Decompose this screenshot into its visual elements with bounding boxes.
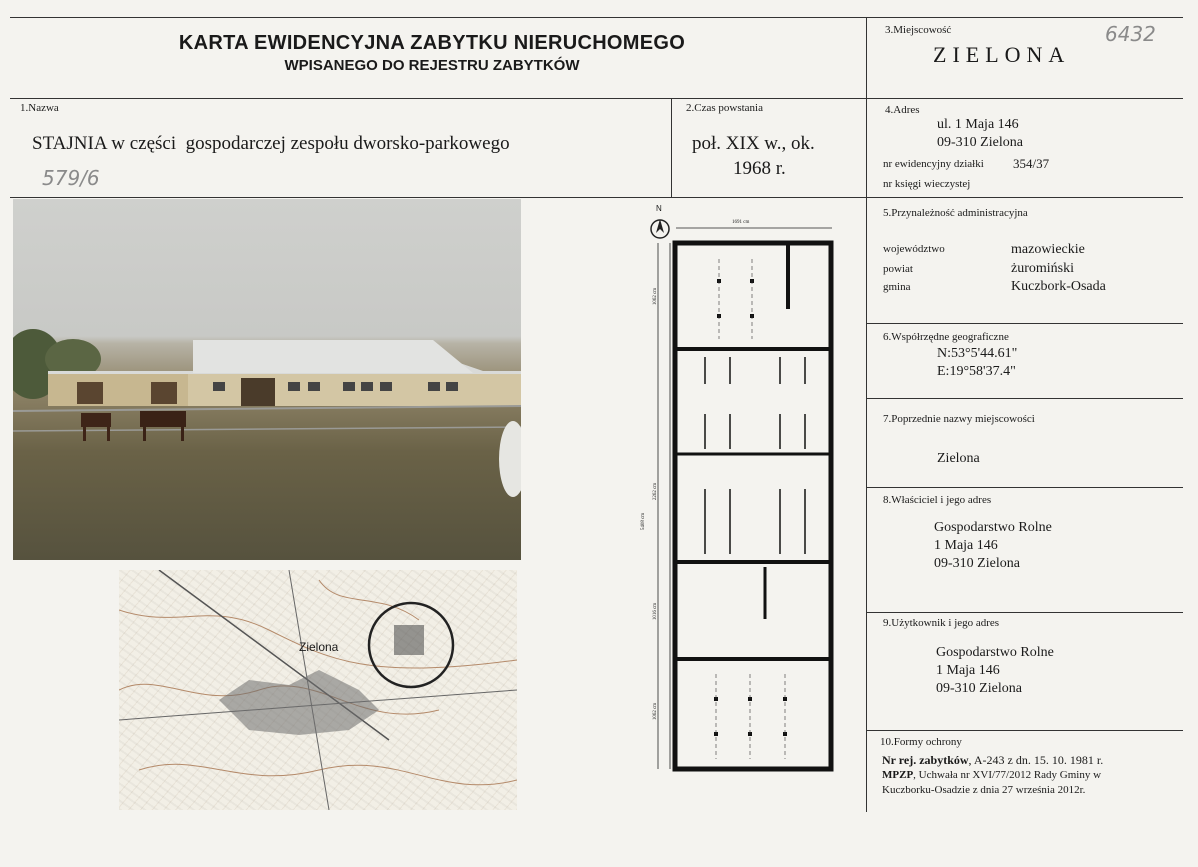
parcel-value: 354/37 [1013,156,1050,171]
address-postal: 09-310 Zielona [937,135,1023,150]
plan-dim-2: 2262 cm [653,482,659,501]
s10-label: 10.Formy ochrony [880,736,962,748]
floor-plan-drawing [640,199,860,789]
s1-label: 1.Nazwa [20,102,59,114]
address-street: ul. 1 Maja 146 [937,117,1019,132]
topographic-map [119,570,517,810]
protection-line1 [882,753,1103,768]
corner-pencil-note: 6432 [1105,22,1156,46]
protection-line2 [882,769,1101,781]
user-line2: 1 Maja 146 [936,663,1000,678]
parcel-label: nr ewidencyjny działki [883,158,984,170]
protection-line3: Kuczborku-Osadzie z dnia 27 września 2012r. [882,784,1086,796]
county-value: żuromiński [1011,261,1074,276]
protection-line1-bold: Nr rej. zabytków [882,753,969,767]
photo-illustration [13,199,521,560]
s5-label: 5.Przynależność administracyjna [883,207,1028,219]
voivodeship-label: województwo [883,243,945,255]
s6-label: 6.Współrzędne geograficzne [883,331,1009,343]
handwritten-note: 579/6 [42,166,100,190]
construction-time-line2: 1968 r. [733,158,786,179]
floor-plan [640,199,860,789]
s4-label: 4.Adres [885,104,920,116]
plan-dim-total: 5408 cm [641,512,647,531]
name-row-bottom-line [10,197,866,198]
s7-label: 7.Poprzednie nazwy miejscowości [883,413,1035,425]
owner-line3: 09-310 Zielona [934,556,1020,571]
plan-dim-1: 1062 cm [653,287,659,306]
plan-dim-4: 1062 cm [653,702,659,721]
s6-bottom-line [866,398,1183,399]
s8-bottom-line [866,612,1183,613]
s8-label: 8.Właściciel i jego adres [883,494,992,506]
plan-dim-3: 1016 cm [653,602,659,621]
object-name: STAJNIA w części gospodarczej zespołu dworsko-parkowego [32,133,510,154]
s4-bottom-line [866,197,1183,198]
land-book-label: nr księgi wieczystej [883,178,971,190]
previous-names-value: Zielona [937,451,980,466]
plan-north-label: N [656,204,662,213]
s7-bottom-line [866,487,1183,488]
voivodeship-value: mazowieckie [1011,242,1085,257]
map-town-label: Zielona [299,640,339,654]
s3-bottom-line [866,98,1183,99]
user-line1: Gospodarstwo Rolne [936,645,1054,660]
protection-line2-bold: MPZP [882,769,914,781]
s3-label: 3.Miejscowość [885,24,952,36]
building-photo [13,199,521,560]
map-illustration [119,570,517,810]
column-divider [866,17,867,812]
name-time-divider [671,98,672,197]
longitude: E:19°58'37.4" [937,364,1016,379]
s5-bottom-line [866,323,1183,324]
s9-label: 9.Użytkownik i jego adres [883,617,1000,629]
s2-label: 2.Czas powstania [686,102,763,114]
card-subtitle: WPISANEGO DO REJESTRU ZABYTKÓW [284,57,580,74]
commune-label: gmina [883,281,911,293]
protection-line2-rest: , Uchwała nr XVI/77/2012 Rady Gminy w [913,769,1102,781]
commune-value: Kuczbork-Osada [1011,279,1106,294]
locality-name: ZIELONA [933,42,1071,67]
plan-dim-top: 1691 cm [732,220,750,225]
card-title: KARTA EWIDENCYJNA ZABYTKU NIERUCHOMEGO [178,32,686,54]
county-label: powiat [883,263,913,275]
protection-line1-rest: , A-243 z dn. 15. 10. 1981 r. [968,753,1104,767]
user-line3: 09-310 Zielona [936,681,1022,696]
construction-time-line1: poł. XIX w., ok. [692,133,815,154]
frame-top-line [10,17,1183,18]
owner-line1: Gospodarstwo Rolne [934,520,1052,535]
latitude: N:53°5'44.61" [937,346,1018,361]
s9-bottom-line [866,730,1183,731]
owner-line2: 1 Maja 146 [934,538,998,553]
